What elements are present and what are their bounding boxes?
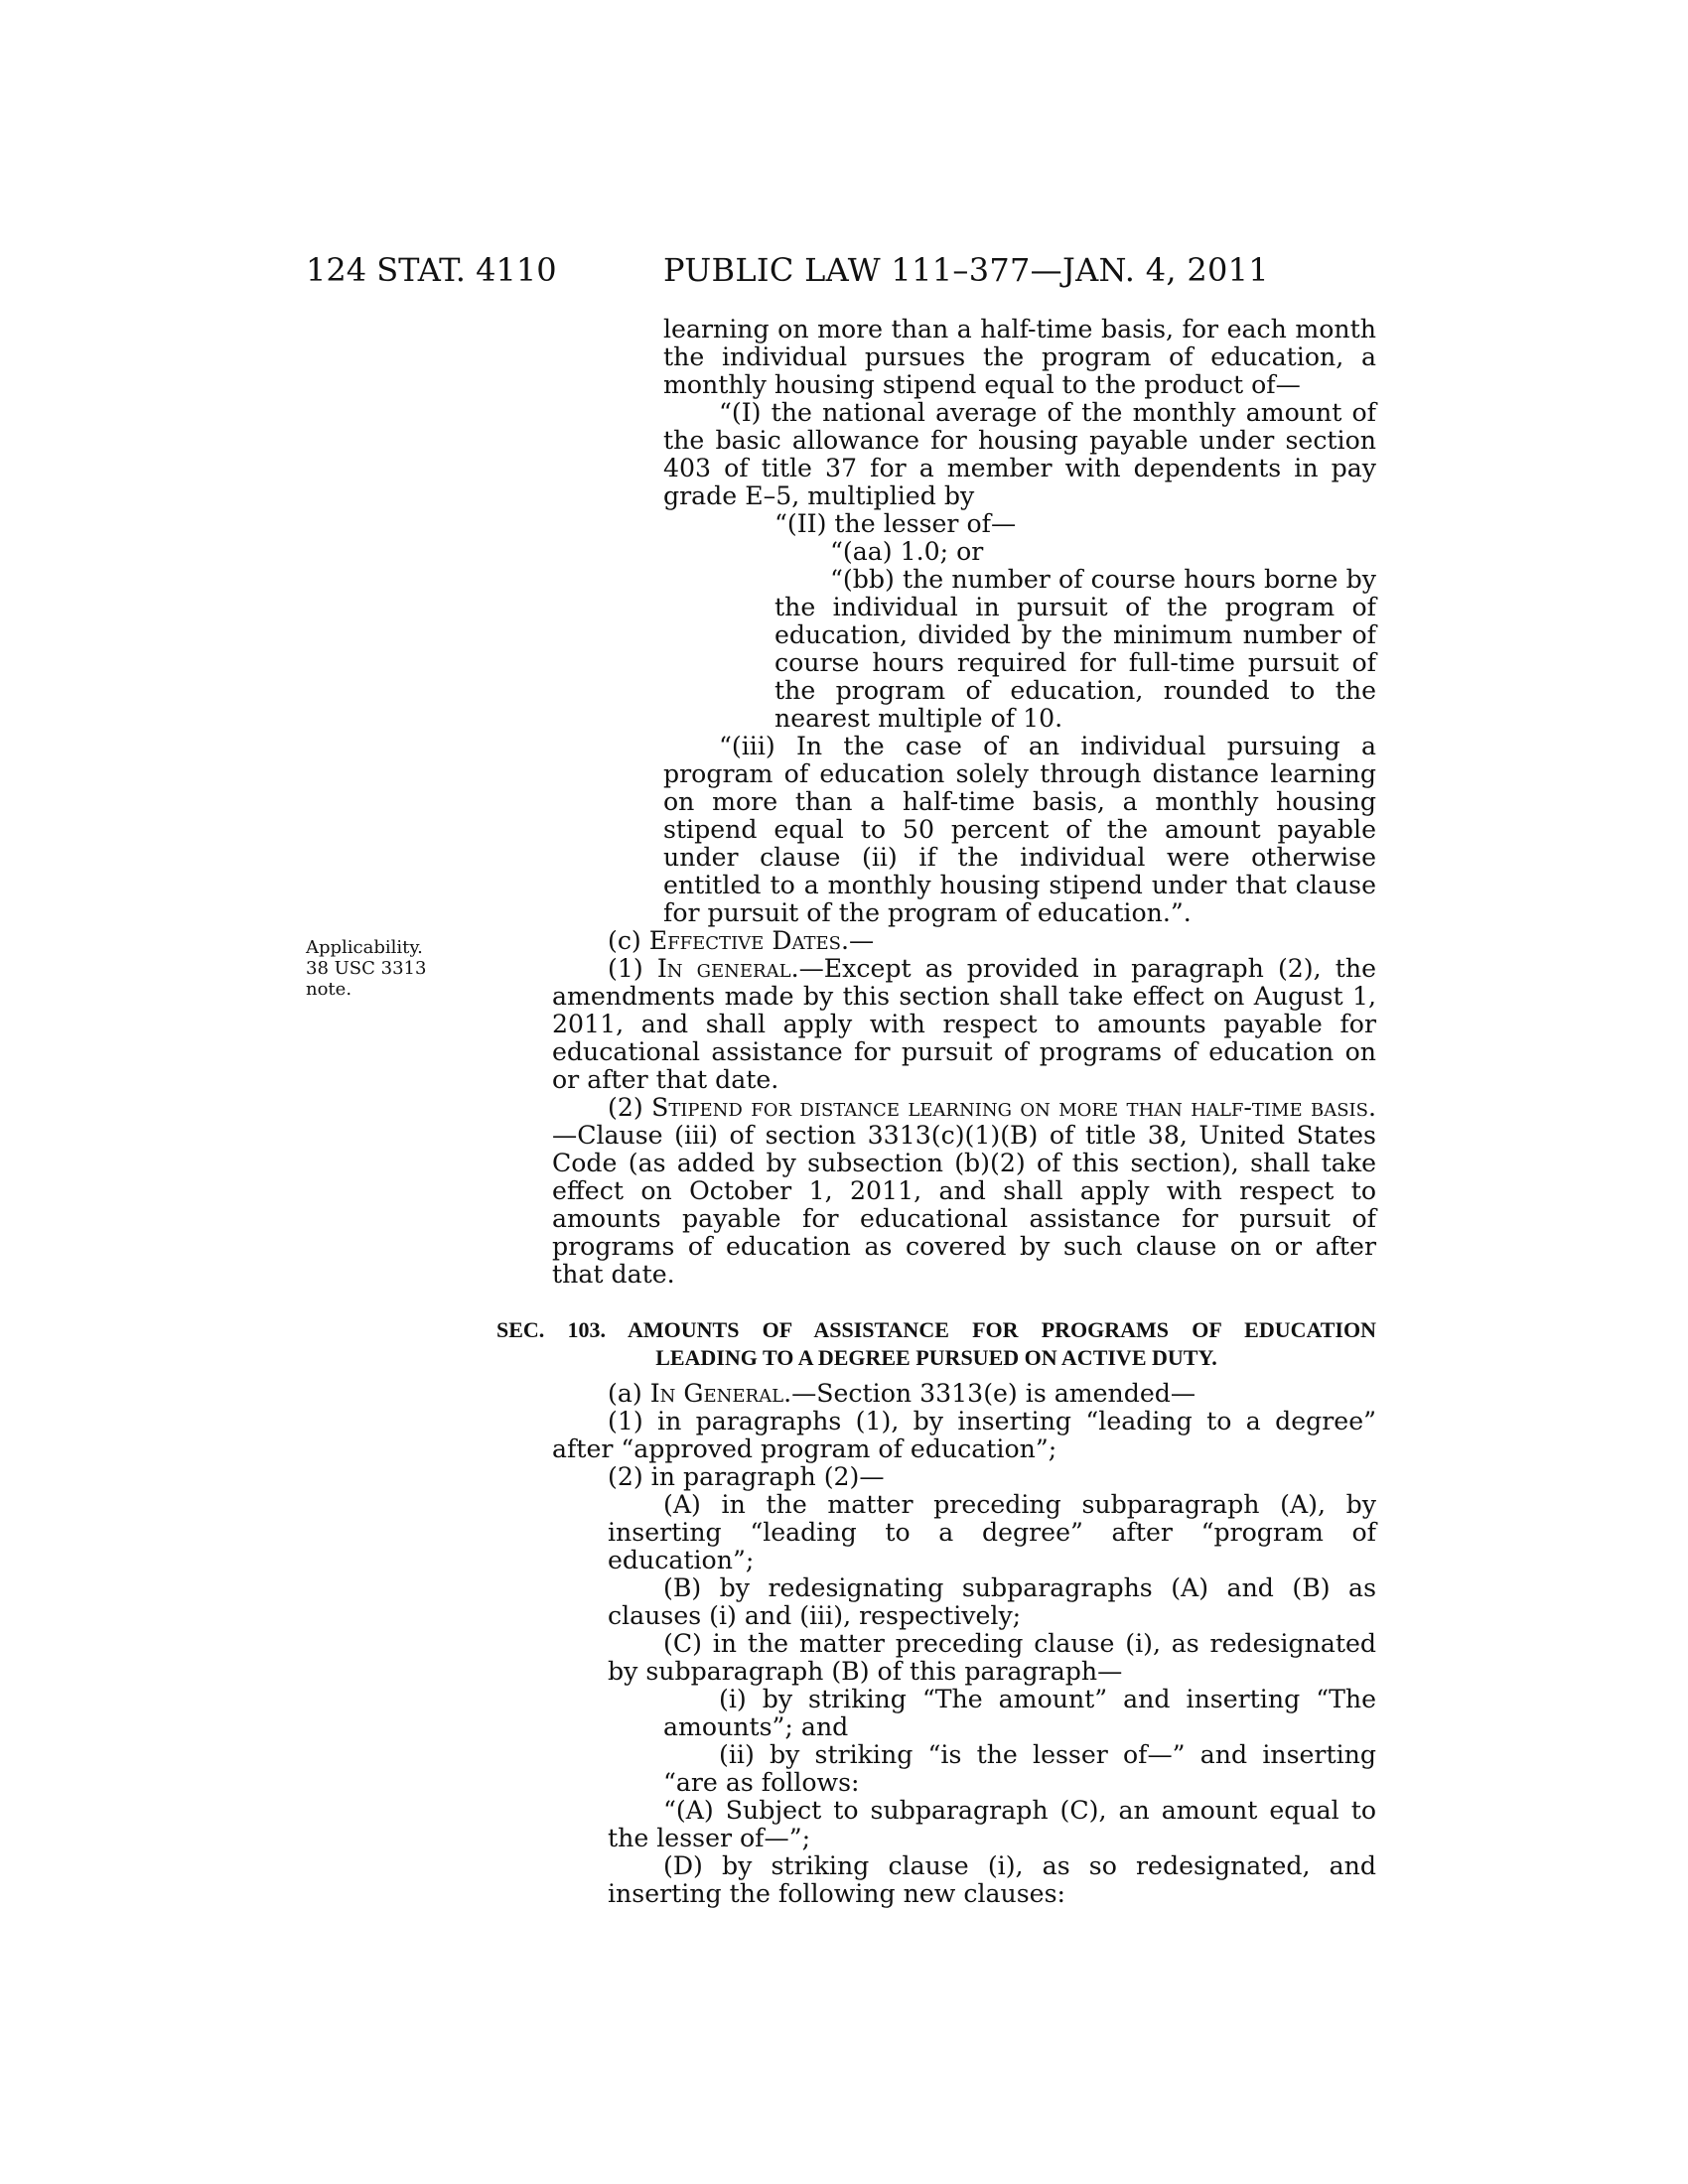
- section-heading-line: LEADING TO A DEGREE PURSUED ON ACTIVE DUTY.: [655, 1345, 1217, 1370]
- page-title: PUBLIC LAW 111–377—JAN. 4, 2011: [663, 251, 1269, 289]
- paragraph-text: .—Except as provided in paragraph (2), the amendments made by this section shall take effect on August 1, 2011, and shall apply with respect to amounts payable for educational assistance for pursuit of programs of education on or after that date.: [552, 954, 1377, 1094]
- margin-note: [306, 937, 445, 1000]
- paragraph-heading: Stipend for distance learning on more than half-time basis: [651, 1093, 1368, 1122]
- subsection-heading: In General: [649, 1379, 784, 1408]
- clause-II: “(II) the lesser of—: [774, 509, 1017, 538]
- stat-citation: 124 STAT. 4110: [306, 251, 557, 289]
- subsection-dash: .—: [841, 926, 875, 955]
- clause-bb: “(bb) the number of course hours borne by the individual in pursuit of the program of education, divided by the minimum number of course hours required for full-time pursuit of the program of education, rounded to the nearest multiple of 10.: [774, 565, 1376, 733]
- paragraph-c2: [552, 1094, 1376, 1289]
- paragraph-label: (2): [608, 1093, 652, 1122]
- document-body: [496, 315, 1377, 1908]
- subsection-label: (a): [608, 1379, 650, 1408]
- clause-a2Cii: (ii) by striking “is the lesser of—” and inserting “are as follows:: [663, 1740, 1376, 1797]
- margin-note-line: note.: [306, 979, 352, 1000]
- subparagraph-a2B: (B) by redesignating subparagraphs (A) and (B) as clauses (i) and (iii), respectively;: [608, 1573, 1376, 1630]
- subsection-text: .—Section 3313(e) is amended—: [783, 1379, 1196, 1408]
- subsection-a: [552, 1380, 1376, 1408]
- subparagraph-a2A: (A) in the matter preceding subparagraph (A), by inserting “leading to a degree” after “program of education”;: [608, 1490, 1376, 1574]
- subparagraph-a2D: (D) by striking clause (i), as so redesignated, and inserting the following new clauses:: [608, 1851, 1376, 1908]
- section-heading: [496, 1316, 1376, 1372]
- paragraph-a2: (2) in paragraph (2)—: [608, 1462, 885, 1491]
- continuation-paragraph: learning on more than a half-time basis, for each month the individual pursues the program of education, a monthly housing stipend equal to the product of—: [663, 315, 1376, 399]
- subsection-label: (c): [608, 926, 649, 955]
- paragraph-a1: (1) in paragraphs (1), by inserting “leading to a degree” after “approved program of education”;: [552, 1407, 1376, 1463]
- quoted-text: “(A) Subject to subparagraph (C), an amount equal to the lesser of—”;: [608, 1796, 1376, 1852]
- clause-I: “(I) the national average of the monthly amount of the basic allowance for housing payable under section 403 of title 37 for a member with dependents in pay grade E–5, multiplied by: [663, 398, 1376, 510]
- paragraph-c1: [552, 955, 1376, 1094]
- paragraph-text: .—Clause (iii) of section 3313(c)(1)(B) of title 38, United States Code (as added by subsection (b)(2) of this section), shall take effect on October 1, 2011, and shall apply with respect to amounts payable for educational assistance for pursuit of programs of education as covered by such clause on or after that date.: [552, 1093, 1376, 1289]
- subsection-heading: Effective Dates: [648, 926, 842, 955]
- margin-note-line: 38 USC 3313: [306, 958, 427, 979]
- clause-iii: “(iii) In the case of an individual pursuing a program of education solely through distance learning on more than a half-time basis, a monthly housing stipend equal to 50 percent of the amount payable under clause (ii) if the individual were otherwise entitled to a monthly housing stipend under that clause for pursuit of the program of education.”.: [663, 732, 1376, 927]
- section-heading-line: SEC. 103. AMOUNTS OF ASSISTANCE FOR PROGRAMS OF EDUCATION: [496, 1317, 1376, 1342]
- page-header: [0, 250, 1688, 300]
- clause-aa: “(aa) 1.0; or: [830, 537, 984, 566]
- paragraph-label: (1): [608, 954, 657, 983]
- paragraph-heading: In general: [656, 954, 791, 983]
- clause-a2Ci: (i) by striking “The amount” and inserting “The amounts”; and: [663, 1685, 1376, 1741]
- subsection-c: [552, 927, 1376, 955]
- margin-note-line: Applicability.: [306, 937, 423, 958]
- subparagraph-a2C: (C) in the matter preceding clause (i), as redesignated by subparagraph (B) of this paragraph—: [608, 1629, 1376, 1686]
